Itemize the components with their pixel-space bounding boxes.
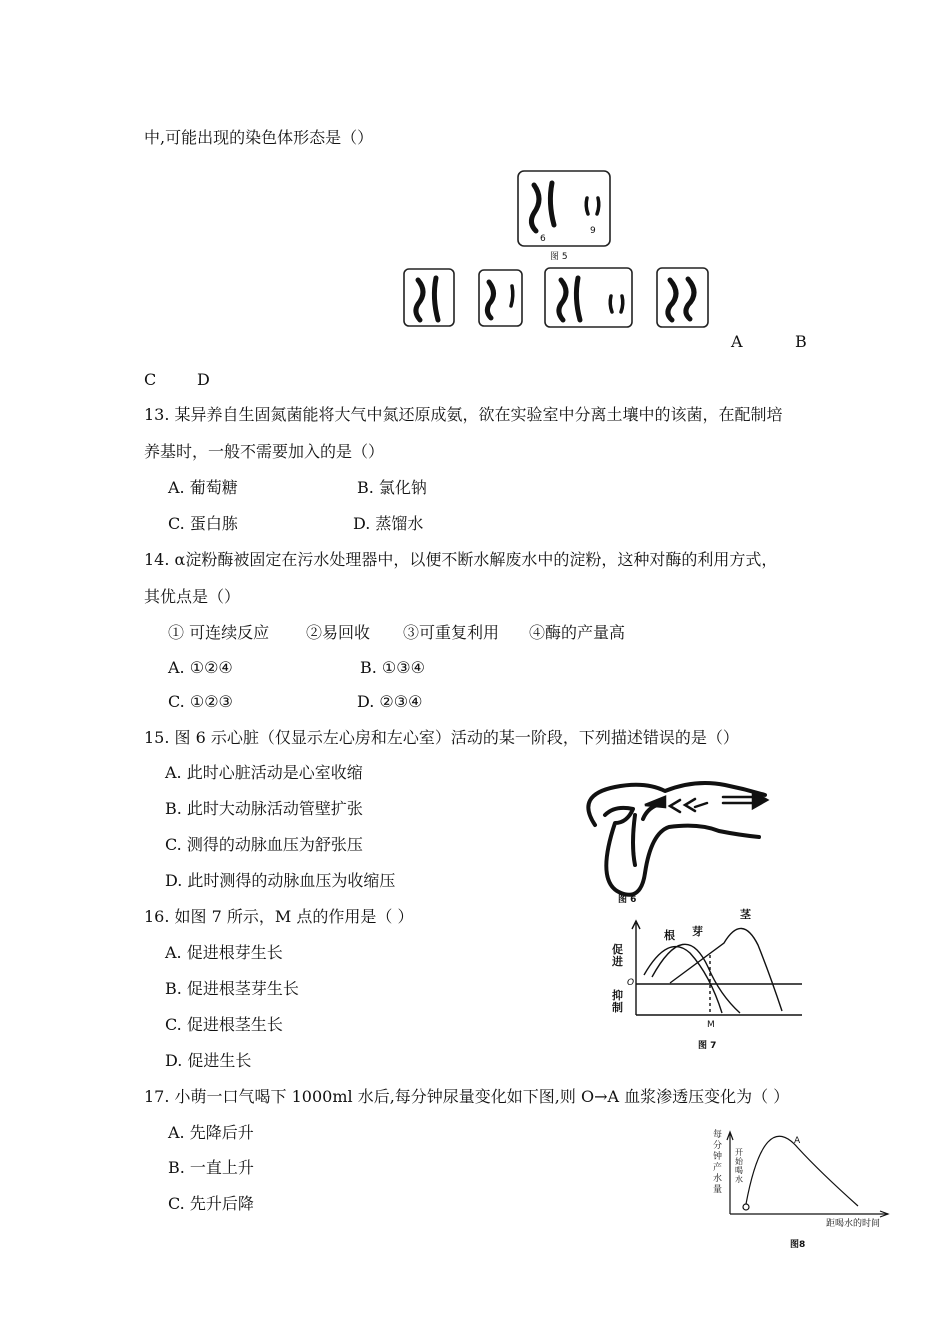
- fig7-origin: O: [627, 978, 635, 988]
- q14-item-1: ① 可连续反应: [168, 623, 270, 642]
- q14-item-3: ③可重复利用: [403, 623, 500, 642]
- q13-option-c: C. 蛋白胨: [168, 514, 238, 533]
- q13-option-d: D. 蒸馏水: [353, 514, 424, 533]
- q12-question-tail: 中,可能出现的染色体形态是（）: [144, 128, 374, 147]
- q14-line-2: 其优点是（）: [144, 587, 241, 606]
- fig5-number-6: 6: [540, 234, 546, 244]
- q14-item-2: ②易回收: [306, 623, 371, 642]
- q16-option-b: B. 促进根茎芽生长: [165, 979, 299, 998]
- figure-6-heart: [575, 775, 775, 895]
- q15-option-b: B. 此时大动脉活动管壁扩张: [165, 799, 363, 818]
- fig8-start-note: 开始喝水: [735, 1148, 743, 1184]
- q13-option-a: A. 葡萄糖: [168, 478, 238, 497]
- q15-option-d: D. 此时测得的动脉血压为收缩压: [165, 871, 396, 890]
- q14-option-d: D. ②③④: [357, 692, 423, 711]
- fig8-ylabel: 每分钟产水量: [713, 1130, 723, 1195]
- fig5-option-c-letter: C: [144, 370, 157, 389]
- fig8-point-a: A: [794, 1136, 801, 1146]
- option-a-box: [404, 269, 454, 326]
- q15-line-1: 15. 图 6 示心脏（仅显示左心房和左心室）活动的某一阶段，下列描述错误的是（）: [144, 728, 739, 747]
- fig5-option-d-letter: D: [197, 370, 210, 389]
- q16-option-d: D. 促进生长: [165, 1051, 252, 1070]
- fig8-curve: [746, 1136, 858, 1206]
- fig7-curve-bud: [652, 944, 740, 1013]
- fig5-number-9: 9: [590, 226, 596, 236]
- option-b-box: [479, 270, 522, 326]
- figure-7-auxin-chart: [630, 915, 830, 1035]
- q13-line-1: 13. 某异养自生固氮菌能将大气中氮还原成氨，欲在实验室中分离土壤中的该菌，在配制培: [144, 405, 783, 424]
- q15-option-a: A. 此时心脏活动是心室收缩: [165, 763, 363, 782]
- q15-option-c: C. 测得的动脉血压为舒张压: [165, 835, 363, 854]
- option-d-box: [657, 268, 708, 327]
- q16-line-1: 16. 如图 7 所示，M 点的作用是（ ）: [144, 907, 414, 926]
- fig7-y-promote: 促进: [612, 943, 623, 968]
- fig5-reference-box: [518, 171, 610, 246]
- fig7-label-bud: 芽: [692, 925, 703, 938]
- fig5-caption: 图 5: [550, 252, 568, 262]
- q16-option-c: C. 促进根茎生长: [165, 1015, 283, 1034]
- q14-option-a: A. ①②④: [168, 658, 233, 677]
- fig5-option-b-letter: B: [795, 332, 807, 351]
- figure-5-chromosomes: [0, 0, 950, 340]
- fig7-caption: 图 7: [698, 1041, 717, 1051]
- q14-option-c: C. ①②③: [168, 692, 233, 711]
- fig7-point-m: M: [707, 1020, 715, 1030]
- q13-option-b: B. 氯化钠: [357, 478, 427, 497]
- fig5-option-a-letter: A: [731, 332, 743, 351]
- fig8-xlabel: 距喝水的时间: [826, 1219, 881, 1229]
- fig8-caption: 图8: [790, 1240, 806, 1250]
- fig7-label-root: 根: [664, 929, 675, 942]
- q14-line-1: 14. α淀粉酶被固定在污水处理器中，以便不断水解废水中的淀粉，这种对酶的利用方式，: [144, 550, 778, 569]
- q17-line-1: 17. 小萌一口气喝下 1000ml 水后,每分钟尿量变化如下图,则 O→A 血浆渗透压变化为（ ）: [144, 1087, 790, 1106]
- q14-item-4: ④酶的产量高: [529, 623, 626, 642]
- q13-line-2: 养基时，一般不需要加入的是（）: [144, 442, 385, 461]
- fig7-label-stem: 茎: [740, 908, 751, 921]
- option-c-box: [545, 268, 632, 327]
- figure-8-urine-chart: [720, 1128, 900, 1218]
- q17-option-b: B. 一直上升: [168, 1158, 254, 1177]
- fig8-point-o: [743, 1204, 749, 1210]
- q16-option-a: A. 促进根芽生长: [165, 943, 283, 962]
- q17-option-a: A. 先降后升: [168, 1123, 254, 1142]
- fig7-y-inhibit: 抑制: [612, 989, 623, 1014]
- q14-option-b: B. ①③④: [360, 658, 425, 677]
- q17-option-c: C. 先升后降: [168, 1194, 254, 1213]
- fig6-caption: 图 6: [618, 895, 637, 905]
